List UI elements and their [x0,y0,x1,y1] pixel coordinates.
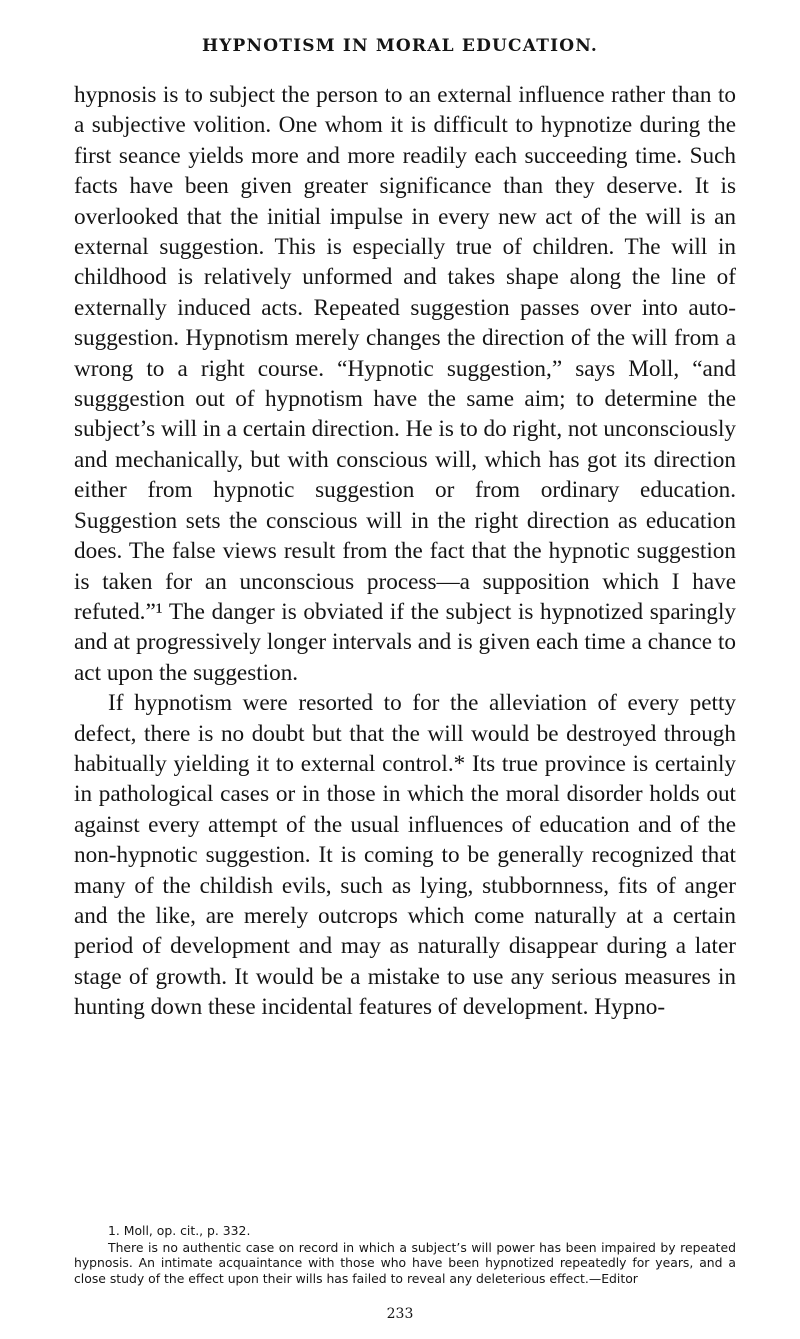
footnote-editor: There is no authentic case on record in which a subject’s will power has been impaired by repeated hypnosis. An intimate acquaintance with those who have been hypnotized repeatedly for years, and a close study of the effect upon their wills has failed to reveal any deleterious effect.—Editor [74,1239,736,1286]
running-title: HYPNOTISM IN MORAL EDUCATION. [201,36,599,56]
footnotes [74,1223,736,1287]
footnote-1: 1. Moll, op. cit., p. 332. [108,1223,251,1238]
main-text [74,80,736,1023]
paragraph-2: If hypnotism were resorted to for the alleviation of every petty defect, there is no doubt but that the will would be destroyed through habitually yielding it to external control.* Its true province is certainly in pathological cases or in those in which the moral disorder holds out against every attempt of the usual influences of education and of the non-hypnotic suggestion. It is coming to be generally recognized that many of the childish evils, such as lying, stubbornness, fits of anger and the like, are merely outcrops which come naturally at a certain period of development and may as naturally disappear during a later stage of growth. It would be a mistake to use any serious measures in hunting down these incidental features of development. Hypno- [74,690,736,1021]
page-number: 233 [386,1306,414,1322]
paragraph-1: hypnosis is to subject the person to an external influence rather than to a subjective volition. One whom it is difficult to hypnotize during the first seance yields more and more readily each succeeding time. Such facts have been given greater significance than they deserve. It is overlooked that the initial impulse in every new act of the will is an external suggestion. This is especially true of children. The will in childhood is relatively unformed and takes shape along the line of externally induced acts. Repeated suggestion passes over into auto-suggestion. Hypnotism merely changes the direction of the will from a wrong to a right course. “Hypnotic suggestion,” says Moll, “and sugggestion out of hypnotism have the same aim; to determine the subject’s will in a certain direction. He is to do right, not unconsciously and mechanically, but with conscious will, which has got its direction either from hypnotic suggestion or from ordinary education. Suggestion sets the conscious will in the right direction as education does. The false views result from the fact that the hypnotic suggestion is taken for an unconscious process—a supposition which I have refuted.”¹ The danger is obviated if the subject is hypnotized sparingly and at progressively longer intervals and is given each time a chance to act upon the suggestion. [74,82,737,686]
